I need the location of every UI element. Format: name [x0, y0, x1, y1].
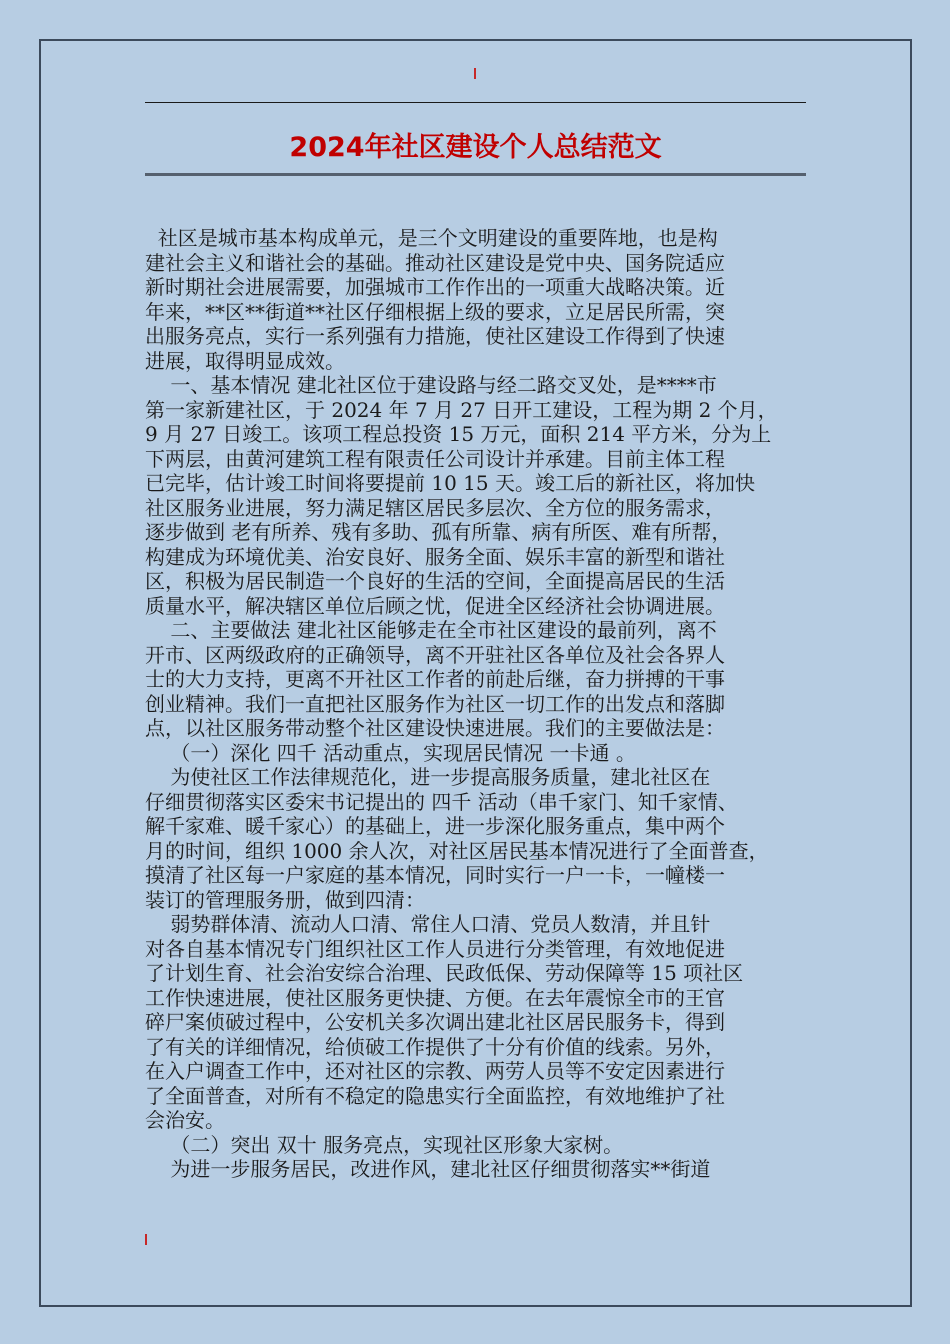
text-line: 碎尸案侦破过程中，公安机关多次调出建北社区居民服务卡，得到	[145, 1010, 725, 1034]
text-line: 为使社区工作法律规范化，进一步提高服务质量，建北社区在	[145, 765, 711, 789]
text-line: 了计划生育、社会治安综合治理、民政低保、劳动保障等 15 项社区	[145, 961, 744, 985]
text-line: 第一家新建社区，于 2024 年 7 月 27 日开工建设，工程为期 2 个月，	[145, 397, 778, 422]
text-line: （一）深化 四千 活动重点，实现居民情况 一卡通 。	[145, 740, 636, 765]
text-line: 在入户调查工作中，还对社区的宗教、两劳人员等不安定因素进行	[145, 1059, 725, 1083]
text-line: 年来，**区**街道**社区仔细根据上级的要求，立足居民所需，突	[145, 299, 725, 324]
text-line: 已完毕，估计竣工时间将要提前 10 15 天。竣工后的新社区，将加快	[145, 471, 755, 495]
text-line: 解千家难、暖千家心）的基础上，进一步深化服务重点，集中两个	[145, 814, 725, 838]
text-line: （二）突出 双十 服务亮点，实现社区形象大家树。	[145, 1132, 624, 1157]
footer-mark	[145, 1234, 147, 1245]
text-line: 对各自基本情况专门组织社区工作人员进行分类管理，有效地促进	[145, 936, 725, 961]
text-line: 工作快速进展，使社区服务更快捷、方便。在去年震惊全市的王官	[145, 985, 725, 1010]
text-line: 区，积极为居民制造一个良好的生活的空间，全面提高居民的生活	[145, 569, 725, 593]
text-line: 创业精神。我们一直把社区服务作为社区一切工作的出发点和落脚	[145, 691, 725, 716]
text-line: 摸清了社区每一户家庭的基本情况，同时实行一户一卡，一幢楼一	[145, 863, 725, 887]
text-line: 士的大力支持，更离不开社区工作者的前赴后继，奋力拼搏的干事	[145, 667, 725, 691]
text-line: 开市、区两级政府的正确领导，离不开驻社区各单位及社会各界人	[145, 642, 725, 667]
text-line: 新时期社会进展需要，加强城市工作作出的一项重大战略决策。近	[145, 275, 725, 299]
text-line: 点，以社区服务带动整个社区建设快速进展。我们的主要做法是：	[145, 716, 725, 740]
text-line: 月的时间，组织 1000 余人次，对社区居民基本情况进行了全面普查，	[145, 838, 769, 863]
text-line: 构建成为环境优美、治安良好、服务全面、娱乐丰富的新型和谐社	[145, 544, 725, 569]
text-line: 装订的管理服务册，做到四清：	[145, 887, 425, 912]
text-line: 弱势群体清、流动人口清、常住人口清、党员人数清，并且针	[145, 912, 711, 936]
text-line: 质量水平，解决辖区单位后顾之忧，促进全区经济社会协调进展。	[145, 593, 725, 618]
text-line: 仔细贯彻落实区委宋书记提出的 四千 活动（串千家门、知千家情、	[145, 789, 738, 814]
text-line: 社区是城市基本构成单元，是三个文明建设的重要阵地，也是构	[145, 226, 718, 250]
text-line: 了全面普查，对所有不稳定的隐患实行全面监控，有效地维护了社	[145, 1083, 725, 1108]
header-rule	[145, 102, 806, 103]
text-line: 一、基本情况 建北社区位于建设路与经二路交叉处，是****市	[145, 373, 717, 397]
title-underline	[145, 173, 806, 176]
text-line: 出服务亮点，实行一系列强有力措施，使社区建设工作得到了快速	[145, 324, 725, 348]
text-line: 为进一步服务居民，改进作风，建北社区仔细贯彻落实**街道	[145, 1157, 711, 1181]
text-line: 建社会主义和谐社会的基础。推动社区建设是党中央、国务院适应	[145, 250, 725, 275]
text-line: 下两层，由黄河建筑工程有限责任公司设计并承建。目前主体工程	[145, 446, 725, 471]
header-mark	[474, 68, 476, 79]
text-line: 进展，取得明显成效。	[145, 348, 345, 373]
document-title: 2024年社区建设个人总结范文	[289, 132, 662, 163]
text-line: 9 月 27 日竣工。该项工程总投资 15 万元，面积 214 平方米，分为上	[145, 422, 772, 446]
text-line: 逐步做到 老有所养、残有多助、孤有所靠、病有所医、难有所帮，	[145, 520, 732, 544]
text-line: 社区服务业进展，努力满足辖区居民多层次、全方位的服务需求，	[145, 495, 725, 520]
text-line: 了有关的详细情况，给侦破工作提供了十分有价值的线索。另外，	[145, 1034, 725, 1059]
document-body	[145, 226, 806, 1182]
text-line: 二、主要做法 建北社区能够走在全市社区建设的最前列，离不	[145, 618, 717, 642]
text-line: 会治安。	[145, 1108, 225, 1132]
